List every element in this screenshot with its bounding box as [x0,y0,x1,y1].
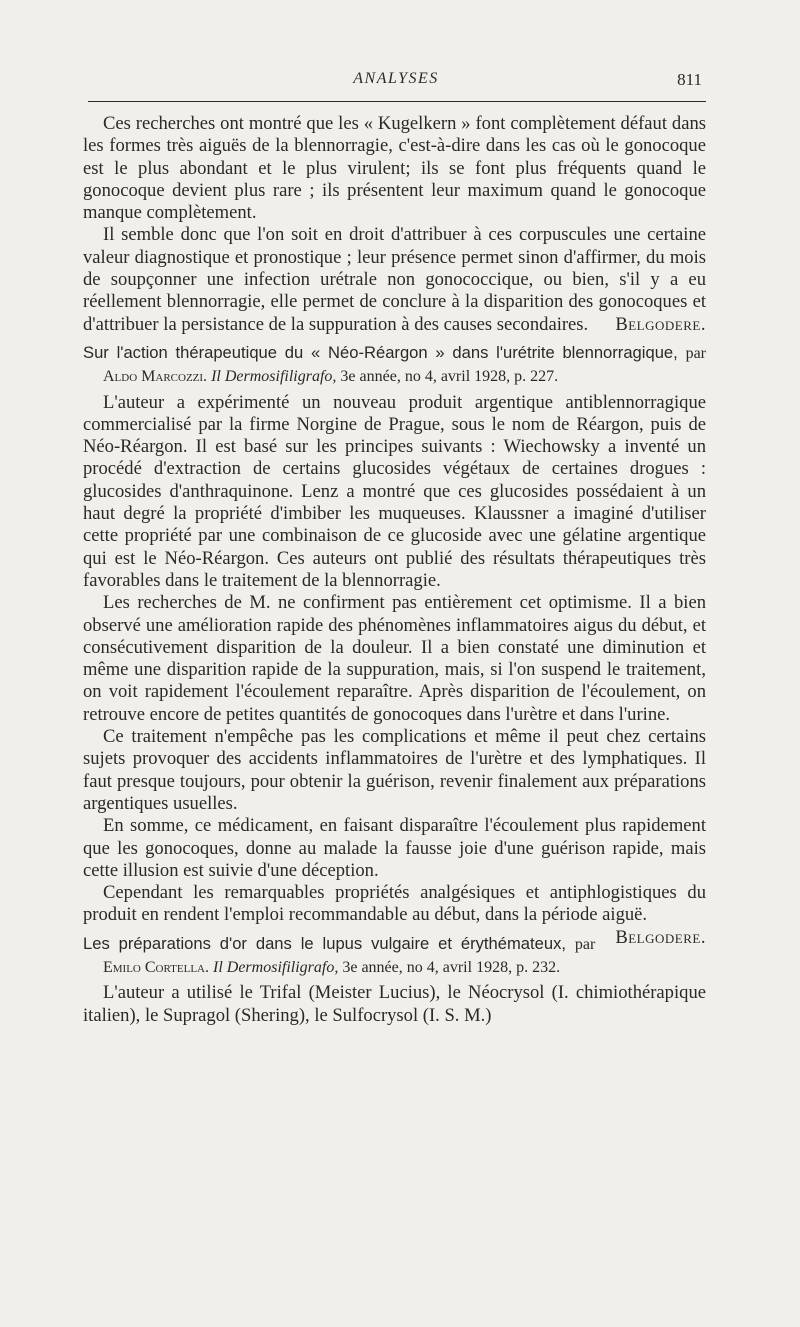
paragraph: Les recherches de M. ne confirment pas entièrement cet optimisme. Il a bien observé une amélioration rapide des phénomènes inflammatoires aigus du début, et consécutivement disparition de la douleur. Il a bien constaté une diminution et même une disparition rapide de la suppuration, mais, si l'on suspend le traitement, on voit rapidement l'écoulement reparaître. Après disparition de l'écoulement, on retrouve encore de petites quantités de gonocoques dans l'urètre et dans l'urine. [83,592,706,725]
paragraph: L'auteur a expérimenté un nouveau produit argentique antiblennorragique commercialisé par la firme Norgine de Prague, sous le nom de Réargon, puis de Néo-Réargon. Il est basé sur les principes suivants : Wiechowsky a inventé un procédé d'extraction de certains glucosides végétaux de certaines drogues : glucosides d'anthraquinone. Lenz a montré que ces glucosides possédaient à un haut degré la propriété d'imbiber les muqueuses. Klaussner a imaginé d'utiliser cette propriété par une combinaison de ce glucoside avec une gélatine argentique qui est le Néo-Réargon. Ces auteurs ont publié des résultats thérapeutiques très favorables dans le traitement de la blennorragie. [83,391,706,591]
paragraph-text: Il semble donc que l'on soit en droit d'attribuer à ces corpuscules une certaine valeur diagnostique et pronostique ; leur présence permet sinon d'affirmer, du mois de soupçonner une infection urétrale non gonococcique, ou bien, s'il y a eu réellement blennorragie, elle permet de conclure à la disparition des gonocoques et d'attribuer la persistance de la suppuration à des causes secondaires. [83,224,706,335]
running-title: ANALYSES [353,70,439,87]
publication-details: 3e année, no 4, avril 1928, p. 232. [342,958,561,976]
by-label: par [574,935,596,953]
article-title: Sur l'action thérapeutique du « Néo-Réargon » dans l'urétrite blennorragique, [83,342,678,362]
paragraph-text: Cependant les remarquables propriétés analgésiques et antiphlogistiques du produit en rendent l'emploi recommandable au début, dans la période aiguë. [83,882,706,926]
journal-name: Il Dermosifiligrafo, [213,958,339,976]
by-label: par [685,344,706,362]
page-body [83,113,706,1027]
article-author: Emilo Cortella. [103,958,209,976]
author-signature: Belgodere. [615,313,706,335]
paragraph: Ce traitement n'empêche pas les complications et même il peut chez certains sujets provoquer des accidents inflammatoires de l'urètre et des lymphatiques. Il faut presque toujours, pour obtenir la guérison, revenir finalement aux préparations argentiques usuelles. [83,726,706,814]
journal-name: Il Dermosifiligrafo, [211,368,337,386]
page-number: 811 [677,70,702,89]
paragraph: L'auteur a utilisé le Trifal (Meister Lucius), le Néocrysol (I. chimiothérapique italien), le Supragol (Shering), le Sulfocrysol (I. S. M.) [83,982,706,1026]
paragraph [83,224,706,335]
publication-details: 3e année, no 4, avril 1928, p. 227. [340,368,559,386]
article-title: Les préparations d'or dans le lupus vulgaire et érythémateux, [83,933,566,953]
paragraph: Ces recherches ont montré que les « Kugelkern » font complètement défaut dans les formes très aiguës de la blennorragie, c'est-à-dire dans les cas où le gonocoque est le plus abondant et le plus virulent; ils se font plus fréquents quand le gonocoque devient plus rare ; ils présentent leur maximum quand le gonocoque manque complètement. [83,113,706,224]
header-rule [88,101,706,102]
author-signature: Belgodere. [615,926,706,948]
running-header [86,68,706,94]
paragraph: En somme, ce médicament, en faisant disparaître l'écoulement plus rapidement que les gonocoques, donne au malade la fausse joie d'une guérison rapide, mais cette illusion est suivie d'une déception. [83,815,706,881]
article-heading [83,342,706,389]
article-author: Aldo Marcozzi. [103,368,208,386]
